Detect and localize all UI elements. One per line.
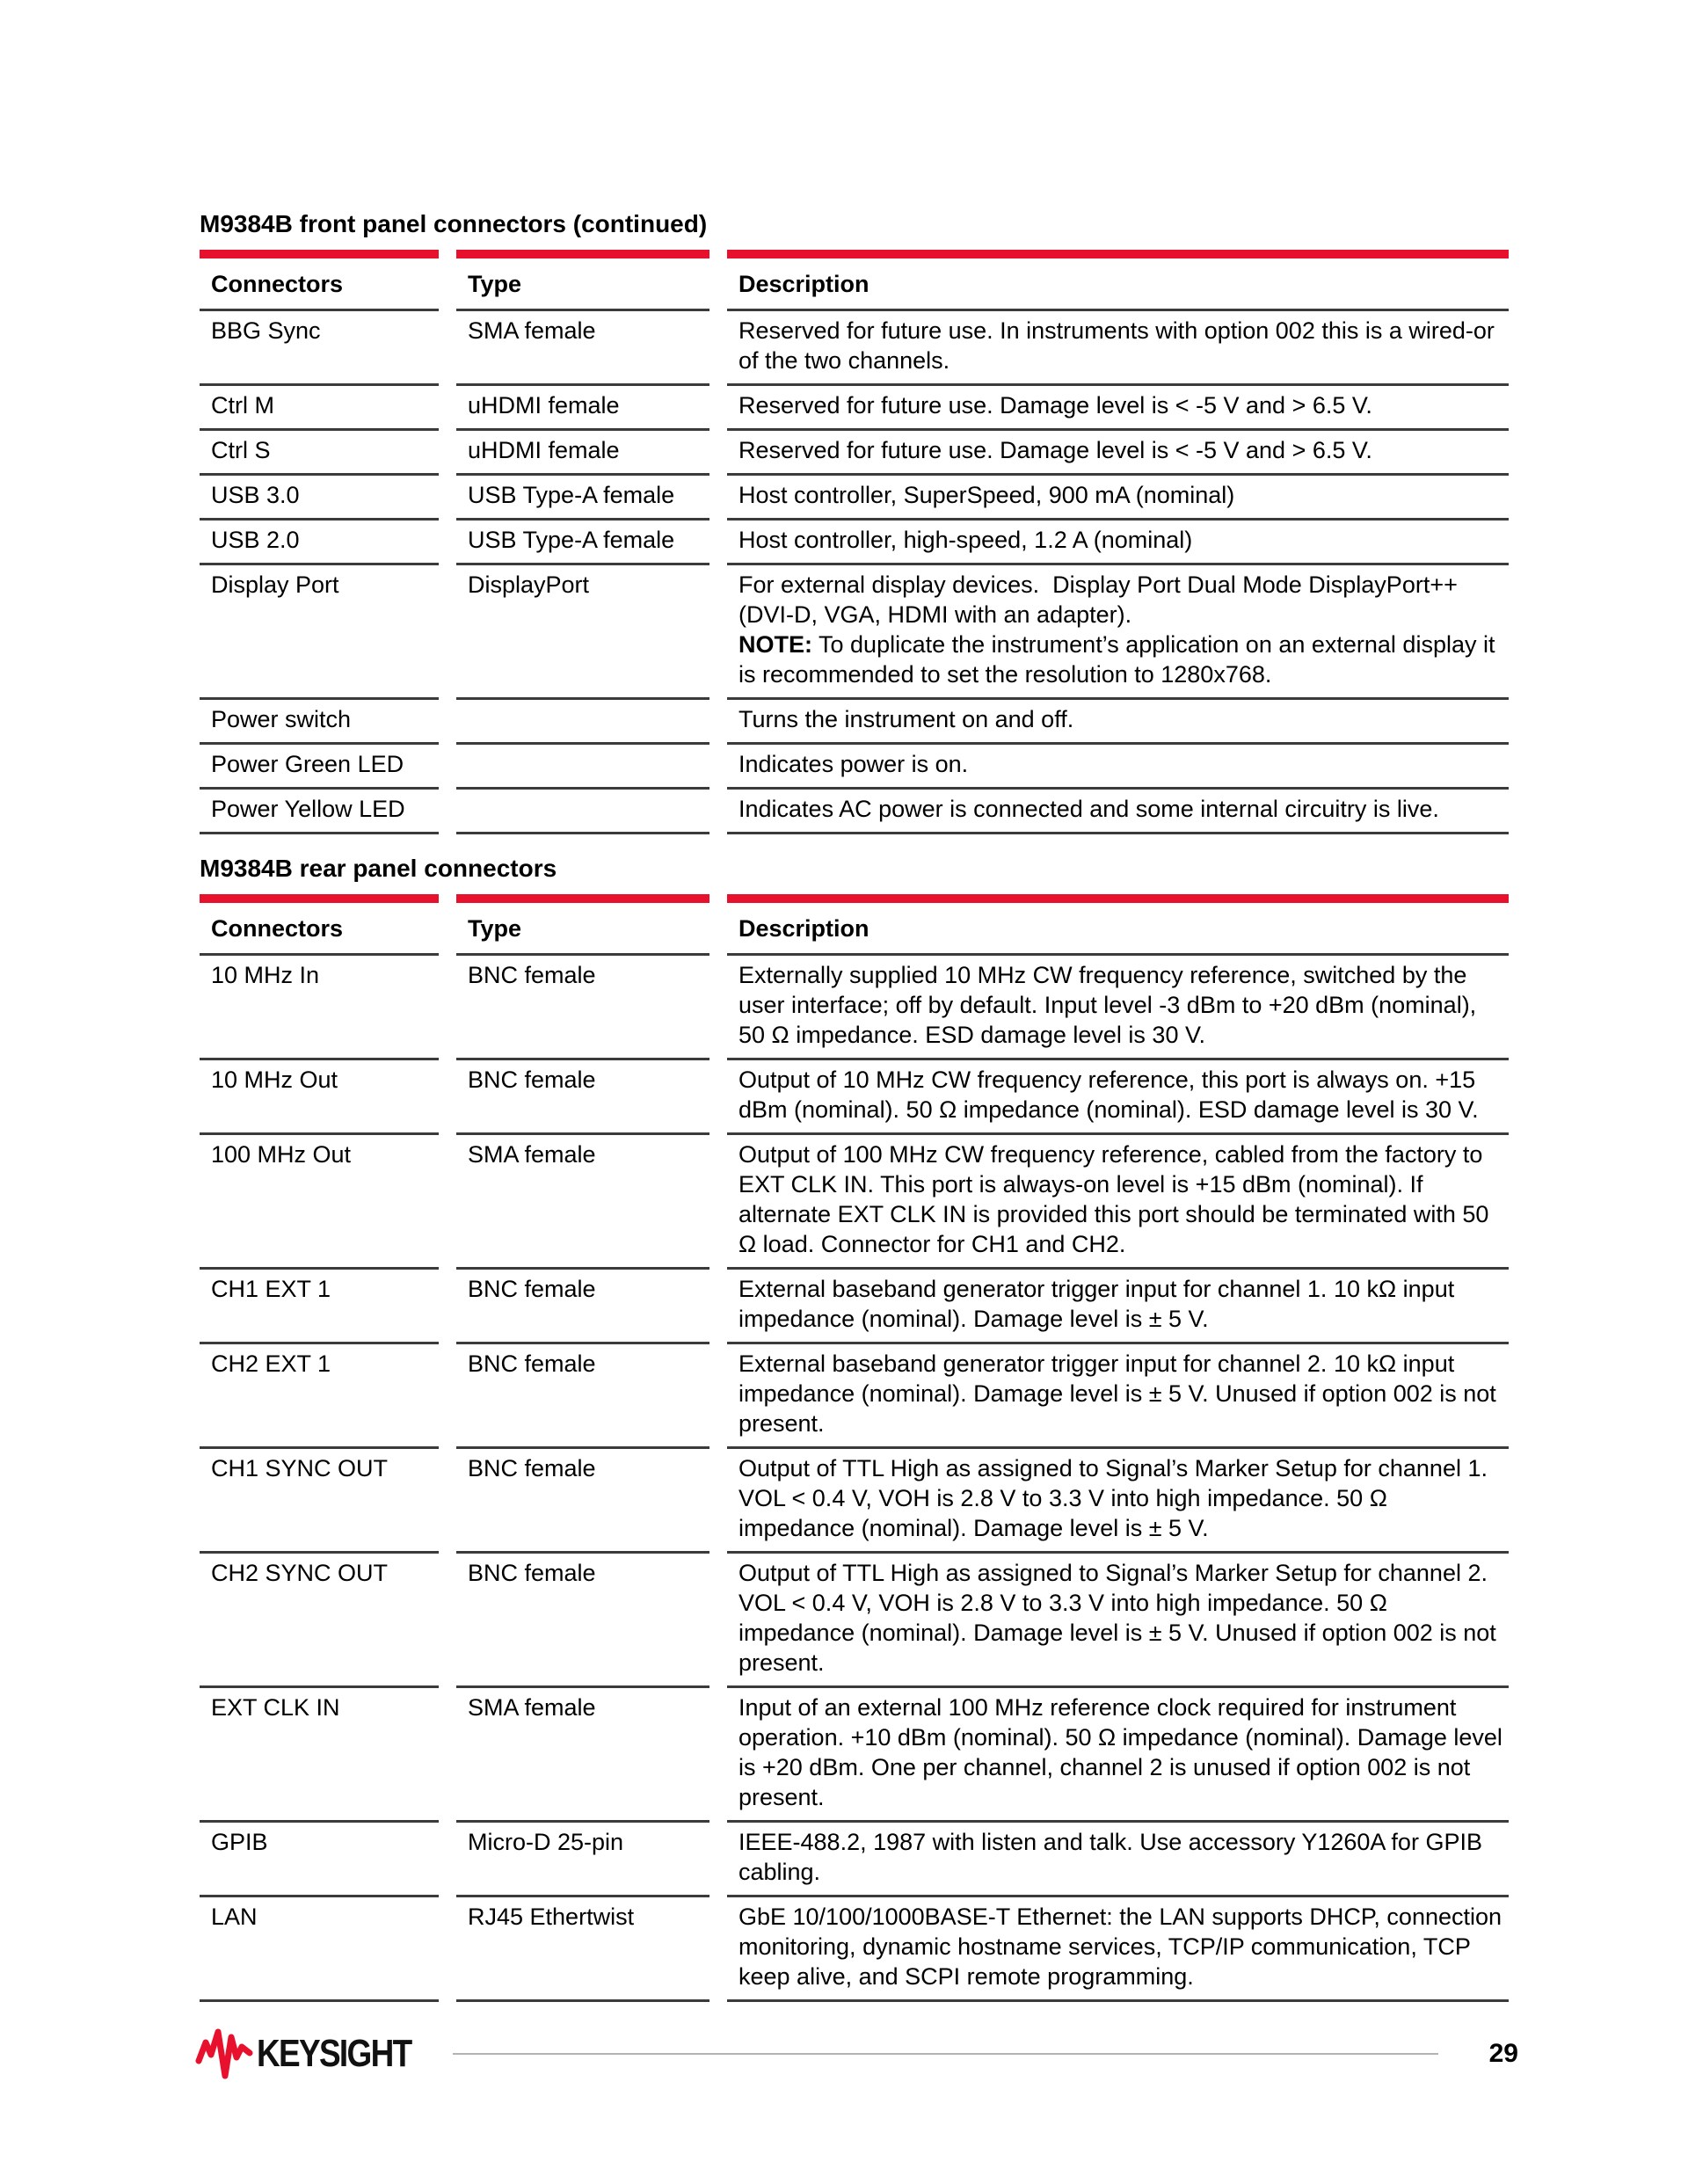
connector-cell: CH1 EXT 1	[200, 1270, 439, 1344]
column-header-connectors: Connectors	[200, 250, 439, 311]
rear-panel-connectors-table	[182, 894, 1526, 2002]
table-row	[200, 565, 1509, 700]
connector-cell: 10 MHz Out	[200, 1060, 439, 1135]
table-row	[200, 700, 1509, 745]
connector-cell: LAN	[200, 1897, 439, 2002]
type-cell: SMA female	[456, 1688, 709, 1823]
keysight-logo	[195, 2027, 440, 2080]
description-text: GbE 10/100/1000BASE-T Ethernet: the LAN supports DHCP, connection monitoring, dynamic hostname services, TCP/IP communication, TCP keep alive, and SCPI remote programming.	[738, 1904, 1502, 1990]
description-text: Indicates power is on.	[738, 751, 969, 777]
description-text: Reserved for future use. In instruments with option 002 this is a wired-or of the two channels.	[738, 317, 1495, 374]
connector-cell: USB 3.0	[200, 476, 439, 521]
table-row	[200, 1344, 1509, 1449]
connector-cell: CH1 SYNC OUT	[200, 1449, 439, 1554]
description-cell	[727, 311, 1509, 386]
connector-cell: GPIB	[200, 1823, 439, 1897]
description-cell	[727, 476, 1509, 521]
description-text: For external display devices. Display Port Dual Mode DisplayPort++ (DVI-D, VGA, HDMI with an adapter).	[738, 571, 1458, 628]
type-cell: BNC female	[456, 1344, 709, 1449]
description-cell	[727, 1270, 1509, 1344]
description-text: Output of TTL High as assigned to Signal’s Marker Setup for channel 1. VOL < 0.4 V, VOH is 2.8 V to 3.3 V into high impedance. 50 Ω impedance (nominal). Damage level is ± 5 V.	[738, 1455, 1488, 1541]
description-cell	[727, 1135, 1509, 1270]
description-cell	[727, 1344, 1509, 1449]
type-cell: uHDMI female	[456, 386, 709, 431]
description-cell	[727, 1449, 1509, 1554]
description-text: Indicates AC power is connected and some internal circuitry is live.	[738, 796, 1439, 822]
table-row	[200, 1823, 1509, 1897]
type-cell: SMA female	[456, 311, 709, 386]
table-row	[200, 745, 1509, 790]
description-text: Host controller, SuperSpeed, 900 mA (nominal)	[738, 482, 1235, 508]
description-cell	[727, 790, 1509, 834]
type-cell: SMA female	[456, 1135, 709, 1270]
table-row	[200, 431, 1509, 476]
description-note: NOTE: To duplicate the instrument’s application on an external display it is recommended to set the resolution to 1280x768.	[738, 631, 1495, 688]
description-text: External baseband generator trigger input for channel 2. 10 kΩ input impedance (nominal). Damage level is ± 5 V. Unused if option 002 is not present.	[738, 1350, 1496, 1437]
front-panel-table-title: M9384B front panel connectors (continued)	[200, 210, 708, 237]
table-row	[200, 790, 1509, 834]
connector-cell: Power switch	[200, 700, 439, 745]
connector-cell: Power Green LED	[200, 745, 439, 790]
table-row	[200, 476, 1509, 521]
description-text: Reserved for future use. Damage level is < -5 V and > 6.5 V.	[738, 437, 1372, 463]
description-cell	[727, 431, 1509, 476]
description-text: External baseband generator trigger input for channel 1. 10 kΩ input impedance (nominal). Damage level is ± 5 V.	[738, 1276, 1455, 1332]
table-row	[200, 1135, 1509, 1270]
description-cell	[727, 1897, 1509, 2002]
column-header-description: Description	[727, 894, 1509, 956]
type-cell: Micro-D 25-pin	[456, 1823, 709, 1897]
type-cell	[456, 700, 709, 745]
table-row	[200, 956, 1509, 1060]
connector-cell: BBG Sync	[200, 311, 439, 386]
table-row	[200, 311, 1509, 386]
type-cell: BNC female	[456, 1449, 709, 1554]
note-label: NOTE:	[738, 631, 812, 658]
connector-cell: Display Port	[200, 565, 439, 700]
description-cell	[727, 1060, 1509, 1135]
table-header-row	[200, 894, 1509, 956]
type-cell: RJ45 Ethertwist	[456, 1897, 709, 2002]
description-text: Host controller, high-speed, 1.2 A (nominal)	[738, 527, 1193, 553]
type-cell	[456, 790, 709, 834]
table-row	[200, 1897, 1509, 2002]
table-row	[200, 1060, 1509, 1135]
type-cell: BNC female	[456, 1060, 709, 1135]
column-header-type: Type	[456, 250, 709, 311]
table-row	[200, 1449, 1509, 1554]
type-cell: USB Type-A female	[456, 521, 709, 565]
front-panel-connectors-table	[182, 250, 1526, 834]
rear-panel-connectors-section	[182, 854, 1526, 2002]
connector-cell: Power Yellow LED	[200, 790, 439, 834]
column-header-connectors: Connectors	[200, 894, 439, 956]
column-header-description: Description	[727, 250, 1509, 311]
description-text: Turns the instrument on and off.	[738, 706, 1074, 732]
description-text: Externally supplied 10 MHz CW frequency reference, switched by the user interface; off by default. Input level -3 dBm to +20 dBm (nominal), 50 Ω impedance. ESD damage level is 30 V.	[738, 962, 1477, 1048]
table-row	[200, 1270, 1509, 1344]
description-cell	[727, 1823, 1509, 1897]
table-row	[200, 521, 1509, 565]
type-cell: USB Type-A female	[456, 476, 709, 521]
type-cell: BNC female	[456, 1554, 709, 1688]
brand-wordmark: KEYSIGHT	[257, 2032, 411, 2075]
description-cell	[727, 700, 1509, 745]
footer-rule	[453, 2053, 1438, 2055]
connector-cell: Ctrl M	[200, 386, 439, 431]
connector-cell: Ctrl S	[200, 431, 439, 476]
description-cell	[727, 521, 1509, 565]
connector-cell: 10 MHz In	[200, 956, 439, 1060]
description-text: IEEE-488.2, 1987 with listen and talk. Use accessory Y1260A for GPIB cabling.	[738, 1829, 1482, 1885]
table-header-row	[200, 250, 1509, 311]
connector-cell: 100 MHz Out	[200, 1135, 439, 1270]
page-footer	[195, 2027, 1518, 2080]
description-cell	[727, 1688, 1509, 1823]
type-cell: uHDMI female	[456, 431, 709, 476]
table-row	[200, 1688, 1509, 1823]
page-content	[182, 209, 1526, 2002]
table-row	[200, 386, 1509, 431]
keysight-spark-icon	[195, 2027, 253, 2080]
description-cell	[727, 745, 1509, 790]
description-cell	[727, 386, 1509, 431]
connector-cell: CH2 EXT 1	[200, 1344, 439, 1449]
front-panel-connectors-section	[182, 209, 1526, 834]
description-cell	[727, 956, 1509, 1060]
type-cell: BNC female	[456, 1270, 709, 1344]
type-cell	[456, 745, 709, 790]
description-text: Input of an external 100 MHz reference clock required for instrument operation. +10 dBm (nominal). 50 Ω impedance (nominal). Damage level is +20 dBm. One per channel, channel 2 is unused if option 002 is not present.	[738, 1694, 1502, 1810]
type-cell: BNC female	[456, 956, 709, 1060]
table-row	[200, 1554, 1509, 1688]
description-cell	[727, 1554, 1509, 1688]
type-cell: DisplayPort	[456, 565, 709, 700]
page-number: 29	[1488, 2039, 1518, 2068]
connector-cell: EXT CLK IN	[200, 1688, 439, 1823]
rear-panel-table-title: M9384B rear panel connectors	[200, 855, 557, 882]
description-text: Reserved for future use. Damage level is < -5 V and > 6.5 V.	[738, 392, 1372, 419]
connector-cell: CH2 SYNC OUT	[200, 1554, 439, 1688]
column-header-type: Type	[456, 894, 709, 956]
description-text: Output of TTL High as assigned to Signal’s Marker Setup for channel 2. VOL < 0.4 V, VOH is 2.8 V to 3.3 V into high impedance. 50 Ω impedance (nominal). Damage level is ± 5 V. Unused if option 002 is not present.	[738, 1560, 1496, 1676]
description-text: Output of 10 MHz CW frequency reference, this port is always on. +15 dBm (nominal). 50 Ω impedance (nominal). ESD damage level is 30 V.	[738, 1067, 1479, 1123]
description-text: Output of 100 MHz CW frequency reference, cabled from the factory to EXT CLK IN. This port is always-on level is +15 dBm (nominal). If alternate EXT CLK IN is provided this port should be terminated with 50 Ω load. Connector for CH1 and CH2.	[738, 1141, 1489, 1257]
description-cell	[727, 565, 1509, 700]
connector-cell: USB 2.0	[200, 521, 439, 565]
